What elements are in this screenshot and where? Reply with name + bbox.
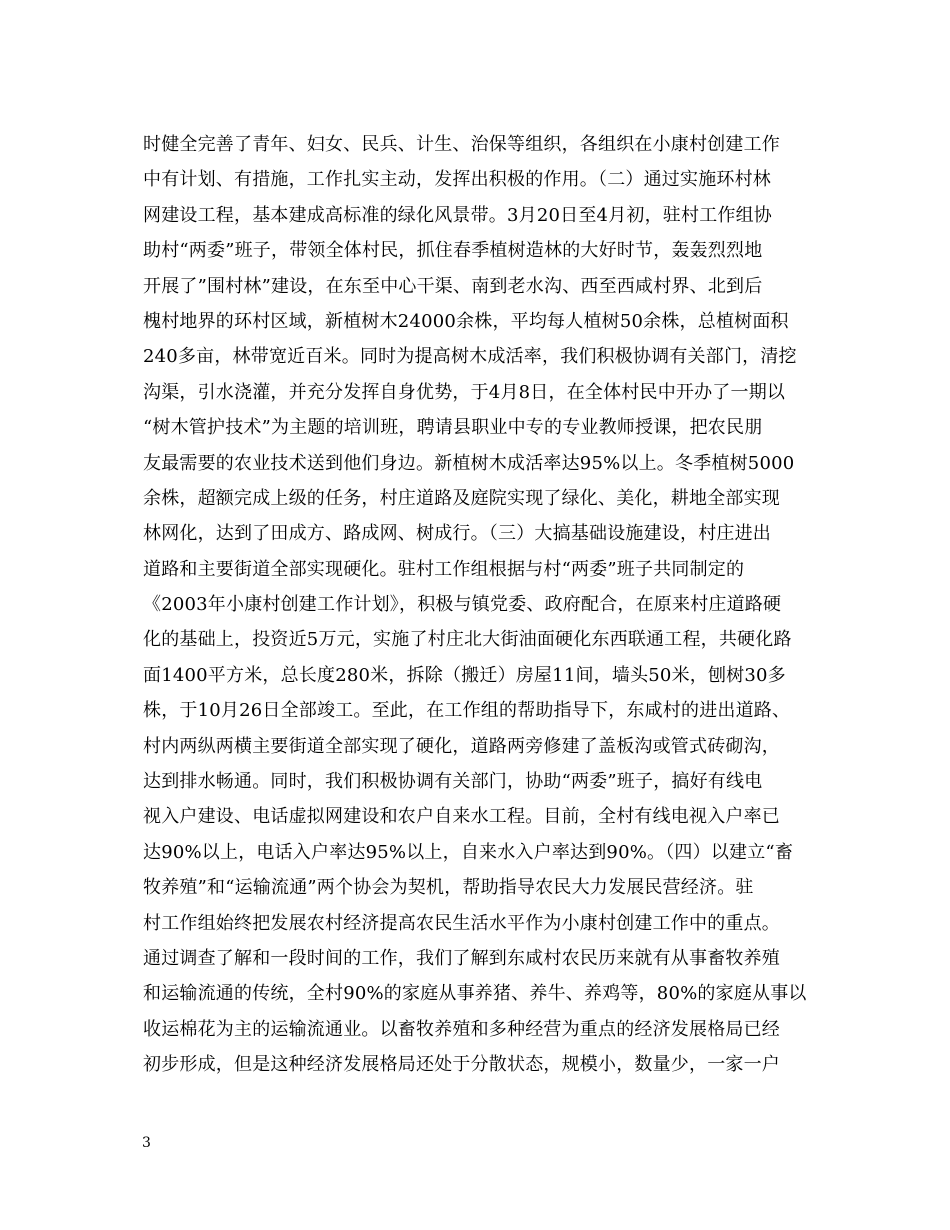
text-line: 友最需要的农业技术送到他们身边。新植树木成活率达95%以上。冬季植树5000	[143, 452, 795, 474]
text-line: 视入户建设、电话虚拟网建设和农户自来水工程。目前，全村有线电视入户率已	[143, 806, 780, 828]
text-line: 收运棉花为主的运输流通业。以畜牧养殖和多种经营为重点的经济发展格局已经	[143, 1018, 780, 1040]
text-line: 助村“两委”班子，带领全体村民，抓住春季植树造林的大好时节，轰轰烈烈地	[143, 240, 763, 262]
text-line: 林网化，达到了田成方、路成网、树成行。（三）大搞基础设施建设，村庄进出	[143, 523, 771, 545]
text-line: 中有计划、有措施，工作扎实主动，发挥出积极的作用。（二）通过实施环村林	[143, 169, 771, 191]
text-line: 沟渠，引水浇灌，并充分发挥自身优势，于4月8日，在全体村民中开办了一期以	[143, 381, 786, 403]
text-line: 初步形成，但是这种经济发展格局还处于分散状态，规模小，数量少，一家一户	[143, 1054, 780, 1076]
text-line: “树木管护技术”为主题的培训班，聘请县职业中专的专业教师授课，把农民朋	[143, 417, 763, 439]
text-line: 余株，超额完成上级的任务，村庄道路及庭院实现了绿化、美化，耕地全部实现	[143, 487, 780, 509]
text-line: 达90%以上，电话入户率达95%以上，自来水入户率达到90%。（四）以建立“畜	[143, 841, 794, 863]
text-line: 达到排水畅通。同时，我们积极协调有关部门，协助“两委”班子，搞好有线电	[143, 771, 763, 793]
text-line: 面1400平方米，总长度280米，拆除（搬迁）房屋11间，墙头50米，刨树30多	[143, 664, 786, 686]
text-line: 株，于10月26日全部竣工。至此，在工作组的帮助指导下，东咸村的进出道路、	[143, 700, 791, 722]
text-line: 化的基础上，投资近5万元，实施了村庄北大街油面硬化东西联通工程，共硬化路	[143, 629, 792, 651]
text-line: 网建设工程，基本建成高标准的绿化风景带。3月20日至4月初，驻村工作组协	[143, 204, 773, 226]
text-line: 牧养殖”和“运输流通”两个协会为契机，帮助指导农民大力发展民营经济。驻	[143, 877, 754, 899]
text-line: 槐村地界的环村区域，新植树木24000余株，平均每人植树50余株，总植树面积	[143, 310, 789, 332]
text-line: 240多亩，林带宽近百米。同时为提高树木成活率，我们积极协调有关部门，清挖	[143, 346, 797, 368]
text-line: 道路和主要街道全部实现硬化。驻村工作组根据与村“两委”班子共同制定的	[143, 558, 745, 580]
page-number: 3	[142, 1135, 151, 1151]
text-line: 《2003年小康村创建工作计划》，积极与镇党委、政府配合，在原来村庄道路硬	[143, 594, 782, 616]
text-line: 通过调查了解和一段时间的工作，我们了解到东咸村农民历来就有从事畜牧养殖	[143, 947, 780, 969]
text-line: 开展了”围村林”建设，在东至中心干渠、南到老水沟、西至西咸村界、北到后	[143, 275, 763, 297]
text-line: 和运输流通的传统，全村90%的家庭从事养猪、养牛、养鸡等，80%的家庭从事以	[143, 983, 807, 1005]
text-line: 时健全完善了青年、妇女、民兵、计生、治保等组织，各组织在小康村创建工作	[143, 134, 780, 155]
body-text	[143, 127, 843, 1083]
text-line: 村工作组始终把发展农村经济提高农民生活水平作为小康村创建工作中的重点。	[143, 912, 780, 934]
text-line: 村内两纵两横主要街道全部实现了硬化，道路两旁修建了盖板沟或管式砖砌沟，	[143, 735, 780, 757]
